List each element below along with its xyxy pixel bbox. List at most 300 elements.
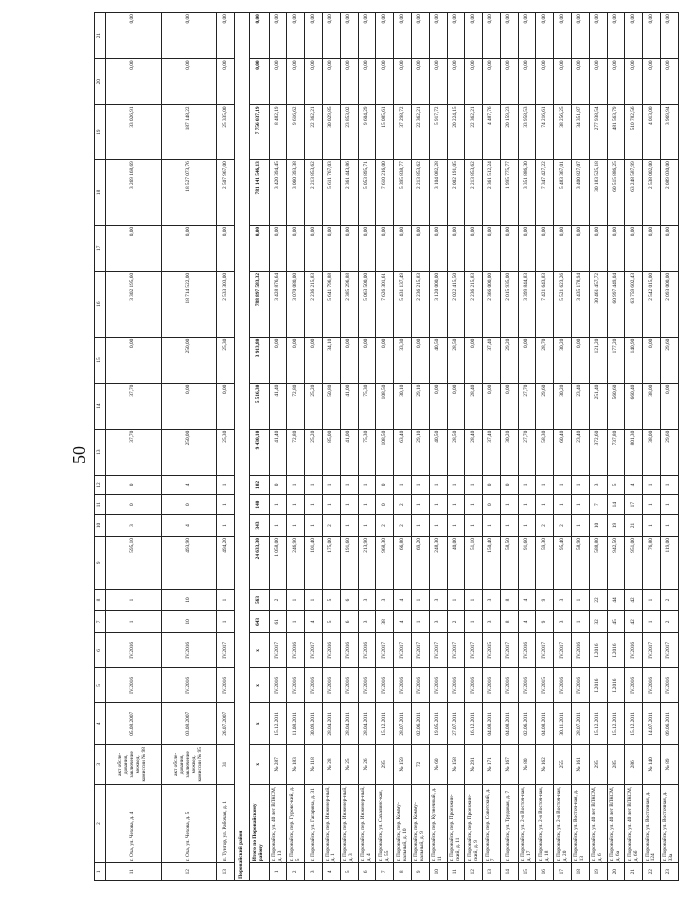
cell-col-11: 1 [411, 495, 429, 515]
cell-col-15: 3 913,80 [249, 337, 269, 383]
cell-col-10: 1 [429, 515, 447, 537]
cell-col-21: 0,00 [607, 13, 625, 59]
cell-col-5: IV.2016 [411, 668, 429, 703]
cell-col-13: 41,00 [340, 429, 358, 475]
cell-col-20: 0,00 [465, 59, 483, 105]
table-row [625, 13, 643, 881]
cell-col-3: 286 [625, 745, 643, 784]
cell-col-3: акт обсле-дования, заключение межвед. комиссии № 98 [105, 745, 161, 784]
cell-col-8: 3 [376, 589, 394, 611]
cell-col-15: 29,60 [660, 337, 678, 383]
column-number-5: 5 [95, 668, 106, 703]
cell-col-5: IV.2016 [465, 668, 483, 703]
cell-col-18: 3 351 886,30 [518, 160, 536, 226]
cell-col-13: 29,10 [411, 429, 429, 475]
cell-col-3: № 158 [447, 745, 465, 784]
cell-col-14: 0,00 [500, 383, 518, 429]
table-row [589, 13, 607, 881]
cell-col-19: 9 604,29 [358, 105, 376, 160]
cell-col-12: 1 [536, 475, 554, 495]
cell-col-5: IV.2016 [660, 668, 678, 703]
cell-col-7: 3 [554, 611, 572, 633]
cell-col-21: 0,00 [411, 13, 429, 59]
cell-col-11: 0 [105, 495, 161, 515]
cell-col-16: 7 626 301,61 [376, 271, 394, 337]
cell-col-1: 12 [465, 863, 483, 881]
cell-col-2: г. Оха, ул. Чехова, д. 4 [105, 784, 161, 863]
column-number-16: 16 [95, 271, 106, 337]
cell-col-6: IV.2017 [411, 633, 429, 668]
cell-col-7: 9 [536, 611, 554, 633]
cell-col-3: № 89 [660, 745, 678, 784]
cell-col-16: 2 385 296,88 [340, 271, 358, 337]
cell-col-3: 31 [217, 745, 235, 784]
cell-col-11: 1 [429, 495, 447, 515]
cell-col-6: IV.2017 [429, 633, 447, 668]
cell-col-10: 1 [465, 515, 483, 537]
cell-col-13: 30,20 [500, 429, 518, 475]
cell-col-1: 17 [554, 863, 572, 881]
cell-col-1: 8 [394, 863, 412, 881]
cell-col-3: 295 [376, 745, 394, 784]
cell-col-19: 33 958,53 [518, 105, 536, 160]
cell-col-14: 50,80 [323, 383, 341, 429]
cell-col-16: 2 015 935,00 [500, 271, 518, 337]
cell-col-5: I.2016 [589, 668, 607, 703]
cell-col-13: 72,80 [287, 429, 305, 475]
column-number-11: 11 [95, 495, 106, 515]
cell-col-18: 3 269 168,69 [105, 160, 161, 226]
cell-col-8: 4 [394, 589, 412, 611]
cell-col-7: 4 [394, 611, 412, 633]
cell-col-2: п. Тунгор, ул. Рабочая, д. 1 [217, 784, 235, 863]
cell-col-14: 251,40 [589, 383, 607, 429]
cell-col-2: г. Поронайск, ул. Трудовая, д. 7 [500, 784, 518, 863]
cell-col-5: I.2016 [607, 668, 625, 703]
cell-col-5: IV.2016 [394, 668, 412, 703]
cell-col-13: 27,70 [518, 429, 536, 475]
cell-col-15: 0,00 [287, 337, 305, 383]
cell-col-10: 2 [323, 515, 341, 537]
cell-col-5: IV.2016 [323, 668, 341, 703]
table-row [305, 13, 323, 881]
cell-col-17: 0,00 [305, 225, 323, 271]
cell-col-7: 38 [376, 611, 394, 633]
cell-col-3: 295 [589, 745, 607, 784]
cell-col-7: 1 [217, 611, 235, 633]
cell-col-17: 0,00 [589, 225, 607, 271]
cell-col-12: 1 [340, 475, 358, 495]
cell-col-6: I.2016 [607, 633, 625, 668]
housing-register-table [94, 12, 679, 881]
cell-col-13: 58,30 [536, 429, 554, 475]
cell-col-5: IV.2016 [571, 668, 589, 703]
table-row [518, 13, 536, 881]
cell-col-12: 3 [589, 475, 607, 495]
cell-col-12: 1 [323, 475, 341, 495]
cell-col-18: 5 395 838,77 [394, 160, 412, 226]
cell-col-16: 30 461 457,72 [589, 271, 607, 337]
cell-col-21: 0,00 [287, 13, 305, 59]
cell-col-15: 33,30 [394, 337, 412, 383]
cell-col-14: 27,70 [518, 383, 536, 429]
cell-col-4: 04.08.2011 [483, 703, 501, 745]
column-number-10: 10 [95, 515, 106, 537]
cell-col-4: 28.07.2011 [571, 703, 589, 745]
cell-col-12: 1 [643, 475, 661, 495]
table-row [554, 13, 572, 881]
cell-col-21: 0,00 [105, 13, 161, 59]
district-name: Поронайский район [235, 13, 250, 881]
table-row [447, 13, 465, 881]
cell-col-12: 0 [269, 475, 287, 495]
column-number-17: 17 [95, 225, 106, 271]
cell-col-3: 72 [411, 745, 429, 784]
cell-col-3: № 171 [483, 745, 501, 784]
cell-col-20: 0,00 [429, 59, 447, 105]
cell-col-14: 0,00 [217, 383, 235, 429]
cell-col-15: 0,00 [643, 337, 661, 383]
cell-col-15: 34,10 [323, 337, 341, 383]
cell-col-10: 1 [500, 515, 518, 537]
cell-col-8: 1 [287, 589, 305, 611]
cell-col-13: 25,30 [217, 429, 235, 475]
cell-col-7: 1 [571, 611, 589, 633]
column-number-12: 12 [95, 475, 106, 495]
cell-col-13: 108,50 [376, 429, 394, 475]
cell-col-5: IV.2016 [305, 668, 323, 703]
cell-col-15: 0,00 [571, 337, 589, 383]
cell-col-14: 25,20 [305, 383, 323, 429]
cell-col-18: 1 995 775,77 [500, 160, 518, 226]
cell-col-21: 0,00 [447, 13, 465, 59]
cell-col-12: 1 [571, 475, 589, 495]
cell-col-1: 1 [269, 863, 287, 881]
cell-col-20: 0,00 [305, 59, 323, 105]
cell-col-19: 22 362,21 [465, 105, 483, 160]
cell-col-1: 15 [518, 863, 536, 881]
cell-col-11: 1 [323, 495, 341, 515]
cell-col-17: 0,00 [358, 225, 376, 271]
cell-col-6: IV.2017 [447, 633, 465, 668]
cell-col-7: 45 [607, 611, 625, 633]
cell-col-4: 15.12.2011 [269, 703, 287, 745]
column-number-9: 9 [95, 536, 106, 589]
cell-col-4: 14.07.2011 [643, 703, 661, 745]
cell-col-18: 5 053 895,71 [358, 160, 376, 226]
cell-col-15: 37,40 [483, 337, 501, 383]
cell-col-14: 75,30 [358, 383, 376, 429]
cell-col-12: 1 [394, 475, 412, 495]
cell-col-2: г. Поронайск, ул. 40 лет ВЛКСМ, д. 6б [625, 784, 643, 863]
column-number-6: 6 [95, 633, 106, 668]
cell-col-4: 15.12.2011 [625, 703, 643, 745]
cell-col-12: 4 [161, 475, 217, 495]
cell-col-16: 5 521 623,26 [554, 271, 572, 337]
cell-col-6: IV.2016 [287, 633, 305, 668]
cell-col-14: 29,60 [536, 383, 554, 429]
table-row [394, 13, 412, 881]
cell-col-16: 2 093 000,00 [660, 271, 678, 337]
cell-col-2: г. Поронайск, пер. Инженер-ный, д. 4 [358, 784, 376, 863]
cell-col-4: 04.08.2011 [500, 703, 518, 745]
cell-col-16: 2 236 215,83 [411, 271, 429, 337]
cell-col-8: 6 [340, 589, 358, 611]
table-row [323, 13, 341, 881]
cell-col-4: 19.05.2011 [429, 703, 447, 745]
cell-col-9: 494,20 [217, 536, 235, 589]
cell-col-1: 23 [660, 863, 678, 881]
column-number-8: 8 [95, 589, 106, 611]
cell-col-8: 8 [500, 589, 518, 611]
cell-col-1: 13 [483, 863, 501, 881]
cell-col-1: 11 [447, 863, 465, 881]
cell-col-11: 1 [518, 495, 536, 515]
cell-col-3: № 118 [305, 745, 323, 784]
cell-col-8: 2 [269, 589, 287, 611]
cell-col-11: 1 [571, 495, 589, 515]
cell-col-20: 0,00 [500, 59, 518, 105]
cell-col-9: 213,90 [358, 536, 376, 589]
cell-col-7: 2 [447, 611, 465, 633]
cell-col-20: 0,00 [607, 59, 625, 105]
cell-col-19: 22 362,21 [305, 105, 323, 160]
cell-col-10: 1 [660, 515, 678, 537]
cell-col-11: 140 [249, 495, 269, 515]
cell-col-5: IV.2016 [287, 668, 305, 703]
cell-col-10: 343 [249, 515, 269, 537]
cell-col-19: 5 917,72 [429, 105, 447, 160]
cell-col-8: 9 [536, 589, 554, 611]
cell-col-16: 63 759 602,43 [625, 271, 643, 337]
cell-col-6: IV.2017 [394, 633, 412, 668]
cell-col-14: 5 516,30 [249, 383, 269, 429]
cell-col-1: 13 [217, 863, 235, 881]
cell-col-15: 0,00 [105, 337, 161, 383]
cell-col-8: 3 [554, 589, 572, 611]
cell-col-6: IV.2016 [625, 633, 643, 668]
cell-col-6: IV.2017 [536, 633, 554, 668]
cell-col-11: 2 [394, 495, 412, 515]
cell-col-9: 493,90 [161, 536, 217, 589]
cell-col-2: г. Поронайск, ул. Восточная, д. 33а [660, 784, 678, 863]
cell-col-18: 2 361 443,86 [340, 160, 358, 226]
cell-col-21: 0,00 [483, 13, 501, 59]
cell-col-12: 0 [500, 475, 518, 495]
cell-col-17: 0,00 [269, 225, 287, 271]
cell-col-5: IV.2016 [447, 668, 465, 703]
cell-col-17: 0,00 [660, 225, 678, 271]
cell-col-15: 0,00 [518, 337, 536, 383]
cell-col-10: 2 [394, 515, 412, 537]
cell-col-8: 4 [518, 589, 536, 611]
cell-col-19: 23 853,02 [340, 105, 358, 160]
cell-col-11: 1 [500, 495, 518, 515]
cell-col-9: 40,00 [447, 536, 465, 589]
cell-col-14: 37,70 [105, 383, 161, 429]
cell-col-11: 17 [625, 495, 643, 515]
cell-col-19: 187 148,22 [161, 105, 217, 160]
cell-col-7: 8 [500, 611, 518, 633]
cell-col-17: 0,00 [518, 225, 536, 271]
cell-col-9: 119,00 [660, 536, 678, 589]
cell-col-10: 2 [376, 515, 394, 537]
table-row [643, 13, 661, 881]
cell-col-10: 2 [536, 515, 554, 537]
cell-col-2: г. Поронайск, пер. Кузнечный, д. 11 [429, 784, 447, 863]
cell-col-18: 2 213 853,62 [465, 160, 483, 226]
table-row [340, 13, 358, 881]
cell-col-18: 5 483 367,01 [554, 160, 572, 226]
cell-col-7: 1 [105, 611, 161, 633]
cell-col-13: 41,40 [269, 429, 287, 475]
table-row [571, 13, 589, 881]
cell-col-14: 29,10 [411, 383, 429, 429]
cell-col-18: 3 400 827,07 [571, 160, 589, 226]
cell-col-14: 560,60 [607, 383, 625, 429]
cell-col-13: 737,80 [607, 429, 625, 475]
cell-col-16: 3 399 844,83 [518, 271, 536, 337]
cell-col-10: 10 [589, 515, 607, 537]
cell-col-10: 1 [340, 515, 358, 537]
cell-col-7: 1 [411, 611, 429, 633]
cell-col-2: г. Поронайск, пер. Гуровс-кий, д. 5 [287, 784, 305, 863]
cell-col-20: 0,00 [447, 59, 465, 105]
cell-col-8: 563 [249, 589, 269, 611]
cell-col-11: 0 [376, 495, 394, 515]
column-number-15: 15 [95, 337, 106, 383]
column-number-7: 7 [95, 611, 106, 633]
cell-col-18: 5 611 767,03 [323, 160, 341, 226]
cell-col-7: 4 [518, 611, 536, 633]
cell-col-4: 02.06.2011 [518, 703, 536, 745]
cell-col-20: 0,00 [411, 59, 429, 105]
cell-col-12: 1 [518, 475, 536, 495]
cell-col-1: 20 [607, 863, 625, 881]
cell-col-16: 2 533 303,00 [217, 271, 235, 337]
column-number-2: 2 [95, 784, 106, 863]
cell-col-5: IV.2016 [376, 668, 394, 703]
cell-col-11: 0 [161, 495, 217, 515]
cell-col-9: 24 633,30 [249, 536, 269, 589]
cell-col-2: г. Поронайск, ул. Сахалинс-кая, д. 55 [376, 784, 394, 863]
district-total-row [249, 13, 269, 881]
cell-col-16: 2 236 215,83 [465, 271, 483, 337]
cell-col-12: 1 [660, 475, 678, 495]
cell-col-3: № 161 [571, 745, 589, 784]
cell-col-19: 37 298,72 [394, 105, 412, 160]
cell-col-19: 33 026,91 [105, 105, 161, 160]
cell-col-20: 0,00 [518, 59, 536, 105]
cell-col-15: 30,20 [554, 337, 572, 383]
column-number-1: 1 [95, 863, 106, 881]
cell-col-3: № 167 [500, 745, 518, 784]
cell-col-18: 3 420 394,45 [269, 160, 287, 226]
cell-col-21: 0,00 [571, 13, 589, 59]
cell-col-8: 22 [589, 589, 607, 611]
cell-col-9: 58,50 [500, 536, 518, 589]
cell-col-4: 26.07.2007 [217, 703, 235, 745]
cell-col-17: 0,00 [105, 225, 161, 271]
cell-col-18: 7 610 216,00 [376, 160, 394, 226]
cell-col-2: г. Поронайск, ул. 2-я Восточ-ная, д. 20 [554, 784, 572, 863]
cell-col-12: 1 [217, 475, 235, 495]
cell-col-1: 19 [589, 863, 607, 881]
cell-col-19: 481 563,79 [607, 105, 625, 160]
cell-col-12: 1 [465, 475, 483, 495]
cell-col-6: IV.2016 [340, 633, 358, 668]
cell-col-4: 15.12.2011 [607, 703, 625, 745]
cell-col-10: 1 [269, 515, 287, 537]
cell-col-7: 1 [643, 611, 661, 633]
cell-col-11: 1 [536, 495, 554, 515]
cell-col-9: 91,60 [518, 536, 536, 589]
cell-col-21: 0,00 [500, 13, 518, 59]
cell-col-15: 0,00 [340, 337, 358, 383]
cell-col-9: 942,50 [607, 536, 625, 589]
cell-col-16: 2 366 000,00 [483, 271, 501, 337]
cell-col-21: 0,00 [340, 13, 358, 59]
cell-col-13: 60,40 [554, 429, 572, 475]
cell-col-2: г. Поронайск, ул. Восточ-ная, д. 13 [571, 784, 589, 863]
cell-col-21: 0,00 [323, 13, 341, 59]
cell-col-19: 4 013,00 [643, 105, 661, 160]
table-row [269, 13, 287, 881]
cell-col-9: 191,60 [340, 536, 358, 589]
cell-col-17: 0,00 [287, 225, 305, 271]
cell-col-20: 0,00 [358, 59, 376, 105]
cell-col-17: 0,00 [554, 225, 572, 271]
cell-col-10: 1 [643, 515, 661, 537]
cell-col-9: 101,40 [305, 536, 323, 589]
cell-col-11: 1 [287, 495, 305, 515]
cell-col-9: 51,10 [465, 536, 483, 589]
cell-col-4: 30.09.2011 [305, 703, 323, 745]
cell-col-2: Итого по Поронайскому району [249, 784, 269, 863]
cell-col-5: IV.2016 [500, 668, 518, 703]
cell-col-15: 40,50 [429, 337, 447, 383]
cell-col-21: 0,00 [554, 13, 572, 59]
table-row [287, 13, 305, 881]
cell-col-21: 0,00 [358, 13, 376, 59]
cell-col-13: 372,60 [589, 429, 607, 475]
cell-col-20: 0,00 [589, 59, 607, 105]
cell-col-19: 25 335,00 [217, 105, 235, 160]
cell-col-16: 5 063 500,00 [358, 271, 376, 337]
cell-col-14: 28,40 [465, 383, 483, 429]
cell-col-7: 42 [625, 611, 643, 633]
cell-col-4: 28.07.2011 [394, 703, 412, 745]
cell-col-6: IV.2017 [643, 633, 661, 668]
cell-col-17: 0,00 [643, 225, 661, 271]
cell-col-6: I.2016 [589, 633, 607, 668]
cell-col-17: 0,00 [340, 225, 358, 271]
cell-col-10: 1 [518, 515, 536, 537]
cell-col-7: 3 [429, 611, 447, 633]
cell-col-11: 7 [589, 495, 607, 515]
column-number-4: 4 [95, 703, 106, 745]
cell-col-13: 37,70 [105, 429, 161, 475]
cell-col-9: 248,30 [429, 536, 447, 589]
cell-col-9: 1 058,00 [269, 536, 287, 589]
cell-col-3: № 25 [340, 745, 358, 784]
cell-col-11: 1 [447, 495, 465, 515]
cell-col-16: 2 236 215,83 [305, 271, 323, 337]
cell-col-12: 0 [376, 475, 394, 495]
cell-col-6: IV.2017 [305, 633, 323, 668]
cell-col-13: 9 430,10 [249, 429, 269, 475]
cell-col-9: 595,10 [105, 536, 161, 589]
